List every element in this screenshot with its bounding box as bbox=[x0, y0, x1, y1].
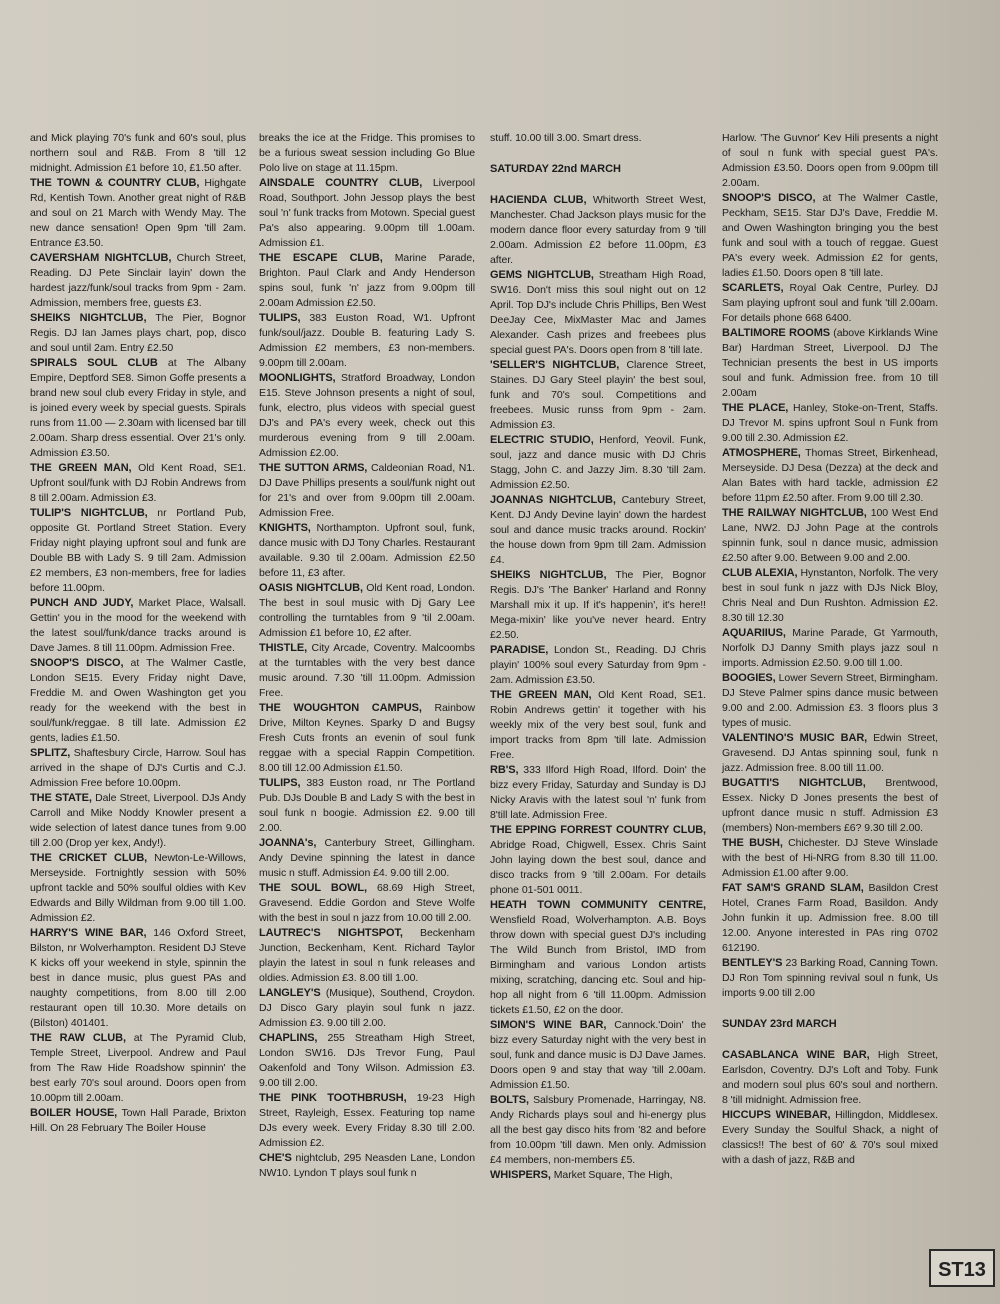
listing-text: Church Street, Reading. DJ Pete Sinclair layin' down the hardest jazz/funk/soul tracks from 9pm - 2am. Admission, members free, guests £3. bbox=[30, 252, 246, 309]
listing-text: 383 Euston Road, W1. Upfront funk/soul/jazz. Double B. featuring Lady S. Admission £2 members, £3 non-members. 9.00pm till 2.00am. bbox=[259, 312, 475, 369]
listing-entry bbox=[30, 656, 246, 746]
listing-text: High Street, Earlsdon, Coventry. DJ's Loft and Toby. Funk and modern soul plus 60's soul and northern. 8 'till midnight. Admission free. bbox=[722, 1049, 938, 1106]
venue-name: HARRY'S WINE BAR, bbox=[30, 927, 147, 939]
listing-text: Basildon Crest Hotel, Cranes Farm Road, Basildon. Andy John funkin it up. Admission free. 8.00 till 12.00. Anyone interested in PAs ring 0702 612190. bbox=[722, 882, 938, 954]
venue-name: THE STATE, bbox=[30, 792, 92, 804]
listing-entry bbox=[259, 641, 475, 701]
listing-entry bbox=[259, 461, 475, 521]
listings-column-1 bbox=[30, 131, 246, 1136]
listing-entry bbox=[30, 746, 246, 791]
venue-name: HACIENDA CLUB, bbox=[490, 194, 587, 206]
listing-text: (Musique), Southend, Croydon. DJ Disco Gary playin soul funk n jazz. Admission £3. 9.00 till 2.00. bbox=[259, 987, 475, 1029]
venue-name: CHAPLINS, bbox=[259, 1032, 318, 1044]
listing-entry bbox=[490, 433, 706, 493]
listing-entry bbox=[259, 311, 475, 371]
listing-text: City Arcade, Coventry. Malcoombs at the turntables with the very best dance music around. 7.30 'till 11.00pm. Admission Free. bbox=[259, 642, 475, 699]
venue-name: CLUB ALEXIA, bbox=[722, 567, 798, 579]
listing-entry bbox=[259, 1031, 475, 1091]
listing-text: and Mick playing 70's funk and 60's soul, plus northern soul and R&B. From 8 'till 12 midnight. Admission £1 before 10, £1.50 after. bbox=[30, 132, 246, 174]
venue-name: WHISPERS, bbox=[490, 1169, 551, 1181]
listing-entry bbox=[259, 881, 475, 926]
venue-name: LANGLEY'S bbox=[259, 987, 321, 999]
listing-text: Hillingdon, Middlesex. Every Sunday the Soulful Shack, a night of classics!! The best of 60' & 70's soul mixed with a dash of jazz, R&B and bbox=[722, 1109, 939, 1166]
venue-name: SNOOP'S DISCO, bbox=[30, 657, 124, 669]
listing-text: Whitworth Street West, Manchester. Chad Jackson plays music for the modern dance floor every saturday from 9 'till 2.00am. Admission £2 before 11.00pm, £3 after. bbox=[490, 194, 706, 266]
listing-entry bbox=[722, 881, 938, 956]
listing-text: Chichester. DJ Steve Winslade with the best of Hi-NRG from 8.30 till 11.00. Admission £1.00 after 9.00. bbox=[722, 837, 938, 879]
listing-text: Lower Severn Street, Birmingham. DJ Steve Palmer spins dance music between 9.00 and 2.00. Admission £3. 3 floors plus 3 types of music. bbox=[722, 672, 938, 729]
listing-entry bbox=[490, 568, 706, 643]
venue-name: TULIPS, bbox=[259, 777, 301, 789]
venue-name: OASIS NIGHTCLUB, bbox=[259, 582, 363, 594]
listing-text: Old Kent Road, SE1. Upfront soul/funk with DJ Robin Andrews from 8 till 2.00am. Admission £3. bbox=[30, 462, 246, 504]
listing-entry bbox=[30, 926, 246, 1031]
listing-text: nightclub, 295 Neasden Lane, London NW10. Lyndon T plays soul funk n bbox=[259, 1152, 475, 1179]
listing-entry bbox=[722, 776, 938, 836]
venue-name: LAUTREC'S NIGHTSPOT, bbox=[259, 927, 403, 939]
listing-text: at The Albany Empire, Deptford SE8. Simon Goffe presents a brand new soul club every Friday in style, and is joined every week by special guests. Spirals runs from 11.00 — 2.30am with licensed bar till 2.00am. Sharp dress essential. Over 21's only. Admission £3.50. bbox=[30, 357, 246, 459]
listing-entry bbox=[722, 281, 938, 326]
venue-name: ELECTRIC STUDIO, bbox=[490, 434, 594, 446]
venue-name: PUNCH AND JUDY, bbox=[30, 597, 134, 609]
listing-text: Salsbury Promenade, Harringay, N8. Andy Richards plays soul and hi-energy plus all the best gay disco hits from '82 and before from 10.00pm 'till dawn. Men only. Admission £4 members, non-members £5. bbox=[490, 1094, 706, 1166]
listing-entry bbox=[490, 268, 706, 358]
listing-entry bbox=[490, 643, 706, 688]
listing-entry bbox=[722, 956, 938, 1001]
listing-entry bbox=[259, 176, 475, 251]
listing-entry bbox=[490, 763, 706, 823]
venue-name: THE GREEN MAN, bbox=[490, 689, 592, 701]
venue-name: THE BUSH, bbox=[722, 837, 783, 849]
listing-entry bbox=[722, 566, 938, 626]
listing-entry bbox=[722, 671, 938, 731]
listing-entry bbox=[490, 493, 706, 568]
page-number: ST13 bbox=[929, 1249, 995, 1287]
listing-entry bbox=[722, 1048, 938, 1108]
listing-text: Dale Street, Liverpool. DJs Andy Carroll and Mike Noddy Knowler present a wide selection of latest dance tunes from 9.00 till 2.00 (Drop yer kex, Andy!). bbox=[30, 792, 246, 849]
listing-text: Clarence Street, Staines. DJ Gary Steel playin' the best soul, funk and 70's soul. Competitions and freebees. Music runss from 9pm - 2am. Admission £3. bbox=[490, 359, 706, 431]
venue-name: AINSDALE COUNTRY CLUB, bbox=[259, 177, 423, 189]
listing-text: 146 Oxford Street, Bilston, nr Wolverhampton. Resident DJ Steve K kicks off your weekend in style, spinnin the best in dance music, plus guest PAs and naughty competitions, from 8.00 till 2.00 restaurant open till 10.30. More details on (Bilston) 401401. bbox=[30, 927, 246, 1029]
venue-name: THE SOUL BOWL, bbox=[259, 882, 367, 894]
listing-entry bbox=[722, 1108, 938, 1168]
venue-name: GEMS NIGHTCLUB, bbox=[490, 269, 594, 281]
listing-text: stuff. 10.00 till 3.00. Smart dress. bbox=[490, 132, 642, 144]
listing-text: at The Pyramid Club, Temple Street, Liverpool. Andrew and Paul from The Raw Hide Roadshow spinnin' the best early 70's soul around. Doors open from 10.00pm till 2.00am. bbox=[30, 1032, 246, 1104]
venue-name: SHEIKS NIGHTCLUB, bbox=[490, 569, 607, 581]
listing-entry bbox=[30, 596, 246, 656]
venue-name: KNIGHTS, bbox=[259, 522, 311, 534]
venue-name: THE ESCAPE CLUB, bbox=[259, 252, 383, 264]
listing-text: Abridge Road, Chigwell, Essex. Chris Saint John laying down the best soul, dance and disco tracks from 9 'till 2.00am. For details phone 01-501 0011. bbox=[490, 839, 706, 896]
listing-text: Royal Oak Centre, Purley. DJ Sam playing upfront soul and funk 'till 2.00am. For details phone 668 6400. bbox=[722, 282, 938, 324]
listing-text: Stratford Broadway, London E15. Steve Johnson presents a night of soul, funk, electro, plus videos with special guest DJ's and PA's every week, check out this murderous evening from 9 till 2.00am. Admission £2.00. bbox=[259, 372, 475, 459]
venue-name: AQUARIIUS, bbox=[722, 627, 786, 639]
venue-name: BENTLEY'S bbox=[722, 957, 783, 969]
listing-entry bbox=[30, 356, 246, 461]
listing-text: Caldeonian Road, N1. DJ Dave Phillips presents a soul/funk night out for 21's and over from 9.00pm till 2.00am. Admission Free. bbox=[259, 462, 475, 519]
venue-name: THE WOUGHTON CAMPUS, bbox=[259, 702, 422, 714]
venue-name: THE CRICKET CLUB, bbox=[30, 852, 148, 864]
listing-text: Streatham High Road, SW16. Don't miss this soul night out on 12 April. Top DJ's include Chris Phillips, Ben West DeeJay Cee, MixMaster Mac and James Alexander. Cash prizes and freebees plus special guest PA's. Doors open from 8 'till late. bbox=[490, 269, 706, 356]
listing-entry bbox=[259, 521, 475, 581]
listing-entry bbox=[259, 1151, 475, 1181]
listing-text: The Pier, Bognor Regis. DJ's 'The Banker' Harland and Ronny Marshall mix it up. If it's happenin', it's here!! Mega-mixin' like you've never heard. Entry £2.50. bbox=[490, 569, 706, 641]
listing-text: Beckenham Junction, Beckenham, Kent. Richard Taylor playin the latest in soul n funk releases and oldies. Admission £3. 8.00 till 1.00. bbox=[259, 927, 475, 984]
listing-entry bbox=[490, 193, 706, 268]
listing-text: Henford, Yeovil. Funk, soul, jazz and dance music with DJ Chris Stagg, John C. and Jazzy Jim. 8.30 'till 2am. Admission £2.50. bbox=[490, 434, 707, 491]
listing-text: Hanley, Stoke-on-Trent, Staffs. DJ Trevor M. spins upfront Soul n Funk from 9.00 till 2.30. Admission £2. bbox=[722, 402, 938, 444]
listing-text: Northampton. Upfront soul, funk, dance music with DJ Tony Charles. Restaurant available. 9.30 til 2.00am. Admission £2.50 before 11, £3 after. bbox=[259, 522, 475, 579]
listing-text: Rainbow Drive, Milton Keynes. Sparky D and Bugsy Fresh Cuts fronts an evenin of soul funk reggae with a special Rappin Competition. 8.00 till 12.00 Admission £1.50. bbox=[259, 702, 475, 774]
listing-text: Old Kent road, London. The best in soul music with Dj Gary Lee controlling the turntables from 9 'til 2.00am. Admission £1 before 10, £2 after. bbox=[259, 582, 475, 639]
venue-name: SPLITZ, bbox=[30, 747, 71, 759]
venue-name: ATMOSPHERE, bbox=[722, 447, 801, 459]
venue-name: CHE'S bbox=[259, 1152, 292, 1164]
listing-entry bbox=[30, 251, 246, 311]
listing-entry bbox=[259, 836, 475, 881]
listing-text: Town Hall Parade, Brixton Hill. On 28 February The Boiler House bbox=[30, 1107, 246, 1134]
listing-text: 68.69 High Street, Gravesend. Eddie Gordon and Steve Wolfe with the best in soul n jazz from 10.00 till 2.00. bbox=[259, 882, 475, 924]
venue-name: BOLTS, bbox=[490, 1094, 529, 1106]
venue-name: BUGATTI'S NIGHTCLUB, bbox=[722, 777, 866, 789]
venue-name: THE SUTTON ARMS, bbox=[259, 462, 368, 474]
listing-entry bbox=[259, 371, 475, 461]
venue-name: BOOGIES, bbox=[722, 672, 776, 684]
day-heading: SATURDAY 22nd MARCH bbox=[490, 163, 621, 175]
venue-name: TULIP'S NIGHTCLUB, bbox=[30, 507, 148, 519]
listing-entry bbox=[30, 791, 246, 851]
listing-text: Hynstanton, Norfolk. The very best in soul funk n jazz with DJs Nick Bloy, Chris Neal and Dun Rushton. Admission £2. 8.30 till 12.30 bbox=[722, 567, 938, 624]
venue-name: RB'S, bbox=[490, 764, 519, 776]
venue-name: BALTIMORE ROOMS bbox=[722, 327, 831, 339]
venue-name: PARADISE, bbox=[490, 644, 549, 656]
listing-text: at The Walmer Castle, Peckham, SE15. Star DJ's Dave, Freddie M. and Owen Washington bringing you the best funk and soul with a touch of reggae. Guest PA's every week. Admission £2 for gents, ladies £1.50. Doors open 8 'till late. bbox=[722, 192, 939, 279]
listing-entry bbox=[490, 823, 706, 898]
venue-name: THE TOWN & COUNTRY CLUB, bbox=[30, 177, 200, 189]
listing-continuation bbox=[30, 131, 246, 176]
venue-name: 'SELLER'S NIGHTCLUB, bbox=[490, 359, 620, 371]
venue-name: THE RAW CLUB, bbox=[30, 1032, 126, 1044]
listing-entry bbox=[259, 1091, 475, 1151]
listing-text: nr Portland Pub, opposite Gt. Portland Street Station. Every Friday night playing upfront soul and funk are Double BB with Lady S. 9 till 2am. Admission £2 members, £3 non-members, free for ladies before 11.00pm. bbox=[30, 507, 246, 594]
listing-entry bbox=[722, 446, 938, 506]
listing-text: 333 Ilford High Road, Ilford. Doin' the bizz every Friday, Saturday and Sunday is DJ Nicky Aravis with the latest soul 'n' funk from 8'till late. Admission Free. bbox=[490, 764, 706, 821]
listings-column-4 bbox=[722, 131, 938, 1168]
listing-entry bbox=[30, 176, 246, 251]
listing-entry bbox=[722, 326, 938, 401]
venue-name: THE PINK TOOTHBRUSH, bbox=[259, 1092, 407, 1104]
listing-entry bbox=[30, 1106, 246, 1136]
listing-text: The Pier, Bognor Regis. DJ Ian James plays chart, pop, disco and soul until 2am. Entry £2.50 bbox=[30, 312, 246, 354]
listing-entry bbox=[259, 251, 475, 311]
listing-text: Cantebury Street, Kent. DJ Andy Devine layin' down the hardest soul and dance music tracks around. Rockin' the house down from 9pm till 2am. Admission £4. bbox=[490, 494, 706, 566]
listing-continuation bbox=[259, 131, 475, 176]
listing-entry bbox=[722, 191, 938, 281]
venue-name: SPIRALS SOUL CLUB bbox=[30, 357, 158, 369]
venue-name: BOILER HOUSE, bbox=[30, 1107, 118, 1119]
listing-text: 100 West End Lane, NW2. DJ John Page at the controls spinnin funk, soul n dance music, admission £2.50 after 9.00. Between 9.00 and 2.00. bbox=[722, 507, 938, 564]
listing-entry bbox=[30, 461, 246, 506]
listing-entry bbox=[722, 626, 938, 671]
listing-text: Brentwood, Essex. Nicky D Jones presents the best of upfront dance music n stuff. Admission £3 (members) Non-members £6? 9.30 till 2.00. bbox=[722, 777, 939, 834]
listing-text: Canterbury Street, Gillingham. Andy Devine spinning the latest in dance music n stuff. Admission £4. 9.00 till 2.00. bbox=[259, 837, 475, 879]
venue-name: TULIPS, bbox=[259, 312, 301, 324]
listings-column-3 bbox=[490, 131, 706, 1183]
listing-entry bbox=[30, 506, 246, 596]
listing-text: Harlow. 'The Guvnor' Kev Hili presents a night of soul n funk with special guest PA's. Admission £3.50. Doors open from 9.00pm till 2.00am. bbox=[722, 132, 938, 189]
listing-text: Thomas Street, Birkenhead, Merseyside. DJ Desa (Dezza) at the deck and Alan Bates with hard tackle, admission £2 before 11pm £2.50 after. From 9.00 till 2.30. bbox=[722, 447, 938, 504]
listing-entry bbox=[30, 851, 246, 926]
listing-entry bbox=[490, 358, 706, 433]
venue-name: JOANNAS NIGHTCLUB, bbox=[490, 494, 616, 506]
venue-name: CAVERSHAM NIGHTCLUB, bbox=[30, 252, 172, 264]
listings-column-2 bbox=[259, 131, 475, 1181]
venue-name: SCARLETS, bbox=[722, 282, 784, 294]
listing-entry bbox=[722, 731, 938, 776]
listing-entry bbox=[490, 898, 706, 1018]
listing-entry bbox=[722, 506, 938, 566]
venue-name: THE RAILWAY NIGHTCLUB, bbox=[722, 507, 867, 519]
listing-text: London St., Reading. DJ Chris playin' 100% soul every Saturday from 9pm - 2am. Admission £3.50. bbox=[490, 644, 706, 686]
listing-entry bbox=[259, 701, 475, 776]
listing-text: breaks the ice at the Fridge. This promises to be a furious sweat session including Go Blue Polo live on stage at 11.15pm. bbox=[259, 132, 475, 174]
listing-text: Liverpool Road, Southport. John Jessop plays the best soul 'n' funk tracks from Motown. Special guest Pa's also appearing. 9.00pm till 1.00am. Admission £1. bbox=[259, 177, 475, 249]
listing-entry bbox=[490, 1168, 706, 1183]
listing-text: Marine Parade, Brighton. Paul Clark and Andy Henderson spins soul, funk 'n' jazz from 9.00pm till 2.00am Admission £2.50. bbox=[259, 252, 475, 309]
listing-text: 23 Barking Road, Canning Town. DJ Ron Tom spinning revival soul n funk, Us imports 9.00 till 2.00 bbox=[722, 957, 938, 999]
listing-text: Old Kent Road, SE1. Robin Andrews gettin' it together with his weekly mix of the very best soul, funk and import tracks from 8pm 'till late. Admission Free. bbox=[490, 689, 706, 761]
listing-entry bbox=[259, 926, 475, 986]
listing-entry bbox=[259, 776, 475, 836]
venue-name: SIMON'S WINE BAR, bbox=[490, 1019, 607, 1031]
venue-name: JOANNA's, bbox=[259, 837, 317, 849]
venue-name: THISTLE, bbox=[259, 642, 308, 654]
listing-entry bbox=[490, 1018, 706, 1093]
listing-entry bbox=[722, 401, 938, 446]
listing-continuation bbox=[722, 131, 938, 191]
venue-name: THE EPPING FORREST COUNTRY CLUB, bbox=[490, 824, 706, 836]
venue-name: SHEIKS NIGHTCLUB, bbox=[30, 312, 147, 324]
listing-entry bbox=[259, 986, 475, 1031]
listing-text: Shaftesbury Circle, Harrow. Soul has arrived in the shape of DJ's Curtis and C.J. Admission Free before 10.00pm. bbox=[30, 747, 246, 789]
listing-continuation bbox=[490, 131, 706, 146]
listing-text: Edwin Street, Gravesend. DJ Antas spinning soul, funk n jazz. Admission free. 8.00 till 11.00. bbox=[722, 732, 938, 774]
listing-text: (above Kirklands Wine Bar) Hardman Street, Liverpool. DJ The Technician presents the best in US imports soul and funk. Admission free. from 10 till 2.00am bbox=[722, 327, 938, 399]
listing-entry bbox=[30, 1031, 246, 1106]
listing-text: at The Walmer Castle, London SE15. Every Friday night Dave, Freddie M. and Owen Washington get you ready for the weekend with the best in soul/funk/reggae. 8 till late. Admission £2 gents, ladies £1.50. bbox=[30, 657, 247, 744]
listing-entry bbox=[259, 581, 475, 641]
listing-text: Market Square, The High, bbox=[550, 1169, 673, 1181]
listing-text: Marine Parade, Gt Yarmouth, Norfolk DJ Danny Smith plays jazz soul n imports. Admission £2.50. 9.00 till 1.00. bbox=[722, 627, 938, 669]
venue-name: SNOOP'S DISCO, bbox=[722, 192, 816, 204]
listing-text: Cannock.'Doin' the bizz every Saturday night with the very best in soul, funk and dance music is DJ Dave James. Doors open 9 and stay that way 'till 2.00am. Admission £1.50. bbox=[490, 1019, 706, 1091]
listing-text: Newton-Le-Willows, Merseyside. Fortnightly session with 50% upfront tackle and 50% soulful oldies with Kev Edwards and Billy Wildman from 9.00 till 1.00. Admission £2. bbox=[30, 852, 246, 924]
listing-text: 19-23 High Street, Rayleigh, Essex. Featuring top name DJs every week. Every Friday 8.30 till 2.00. Admission £2. bbox=[259, 1092, 475, 1149]
listing-entry bbox=[30, 311, 246, 356]
listing-text: Market Place, Walsall. Gettin' you in the mood for the weekend with the latest soul/funk/dance tracks around is Dave James. 8 till 11.00pm. Admission Free. bbox=[30, 597, 246, 654]
venue-name: CASABLANCA WINE BAR, bbox=[722, 1049, 870, 1061]
listing-entry bbox=[490, 688, 706, 763]
venue-name: HICCUPS WINEBAR, bbox=[722, 1109, 831, 1121]
venue-name: MOONLIGHTS, bbox=[259, 372, 336, 384]
listing-text: Highgate Rd, Kentish Town. Another great night of R&B and soul on 21 March with Wendy May. The new dance sensation! Open 9pm 'till 2am. Entrance £3.50. bbox=[30, 177, 246, 249]
listing-entry bbox=[490, 1093, 706, 1168]
venue-name: THE PLACE, bbox=[722, 402, 789, 414]
venue-name: FAT SAM'S GRAND SLAM, bbox=[722, 882, 864, 894]
venue-name: THE GREEN MAN, bbox=[30, 462, 132, 474]
listing-text: 255 Streatham High Street, London SW16. DJs Trevor Fung, Paul Oakenfold and Tony Wilson. Admission £3. 9.00 till 2.00. bbox=[259, 1032, 475, 1089]
venue-name: VALENTINO'S MUSIC BAR, bbox=[722, 732, 868, 744]
day-heading: SUNDAY 23rd MARCH bbox=[722, 1018, 837, 1030]
listing-text: Wensfield Road, Wolverhampton. A.B. Boys throw down with special guest DJ's including The Wild Bunch from Bristol, IMD from Birmingham and various London artists mixing, scratching, dancing etc. Soul and hip-hop all night from 6 'till 11.00pm. Admission tickets £1.50, £2 on the door. bbox=[490, 914, 706, 1016]
listing-entry bbox=[722, 836, 938, 881]
venue-name: HEATH TOWN COMMUNITY CENTRE, bbox=[490, 899, 706, 911]
listing-text: 383 Euston road, nr The Portland Pub. DJs Double B and Lady S with the best in soul funk n boogie. Admission £2. 9.00 till 2.00. bbox=[259, 777, 475, 834]
